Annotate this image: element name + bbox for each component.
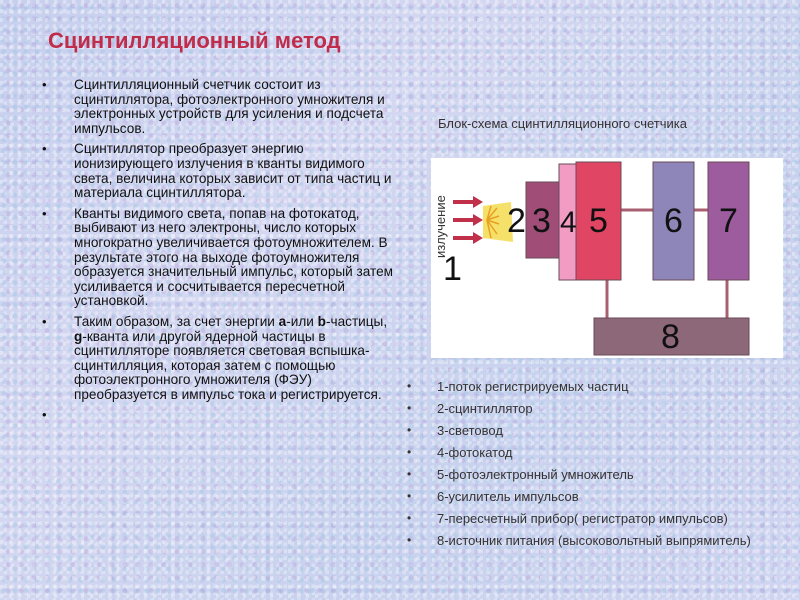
description-item: • Кванты видимого света, попав на фотокатод, выбивают из него электроны, число которых многократно увеличивается фотоумножителем. В результате этого на выходе фотоумножителя образуется значительный импульс, который затем усиливается и сосчитывается пересчетной установкой. xyxy=(42,207,402,309)
label-8: 8 xyxy=(661,318,680,356)
slide-title: Сцинтилляционный метод xyxy=(48,28,341,53)
legend-item: • 8-источник питания (высоковольтный выпрямитель) xyxy=(407,532,797,549)
legend-item: • 4-фотокатод xyxy=(407,444,797,461)
label-6: 6 xyxy=(664,202,683,240)
label-3: 3 xyxy=(532,202,551,240)
legend-item: • 2-сцинтиллятор xyxy=(407,400,797,417)
diagram-caption: Блок-схема сцинтилляционного счетчика xyxy=(438,116,687,131)
beta-symbol: b xyxy=(317,313,326,329)
legend-item: • 3-световод xyxy=(407,422,797,439)
gamma-symbol: g xyxy=(74,328,83,344)
label-2: 2 xyxy=(507,202,526,240)
particle-arrows xyxy=(453,196,483,244)
label-4: 4 xyxy=(560,206,577,239)
alpha-symbol: a xyxy=(278,313,287,329)
label-5: 5 xyxy=(589,202,608,240)
description-list xyxy=(42,78,402,408)
label-7: 7 xyxy=(719,202,738,240)
legend-item: • 5-фотоэлектронный умножитель xyxy=(407,466,797,483)
description-item: • Сцинтиллятор преобразует энергию ионизирующего излучения в кванты видимого света, величина которых зависит от типа частиц и материала сцинтиллятора. xyxy=(42,142,402,200)
legend-item: • 7-пересчетный прибор( регистратор импульсов) xyxy=(407,510,797,527)
description-item: • Таким образом, за счет энергии a-или b-частицы, g-кванта или другой ядерной частицы в сцинтилляторе появляется световая вспышка-сцинтилляция, которая затем с помощью фотоэлектронного умножителя (ФЭУ) преобразуется в импульс тока и регистрируется. xyxy=(42,315,402,403)
description-item: • Сцинтилляционный счетчик состоит из сцинтиллятора, фотоэлектронного умножителя и электронных устройств для усиления и подсчета импульсов. xyxy=(42,78,402,136)
legend-list xyxy=(407,378,797,554)
label-1: 1 xyxy=(443,250,462,288)
block-diagram-svg xyxy=(431,158,783,358)
radiation-label: излучение xyxy=(433,195,448,258)
block-diagram xyxy=(431,158,783,358)
legend-item: • 6-усилитель импульсов xyxy=(407,488,797,505)
legend-item: • 1-поток регистрируемых частиц xyxy=(407,378,797,395)
